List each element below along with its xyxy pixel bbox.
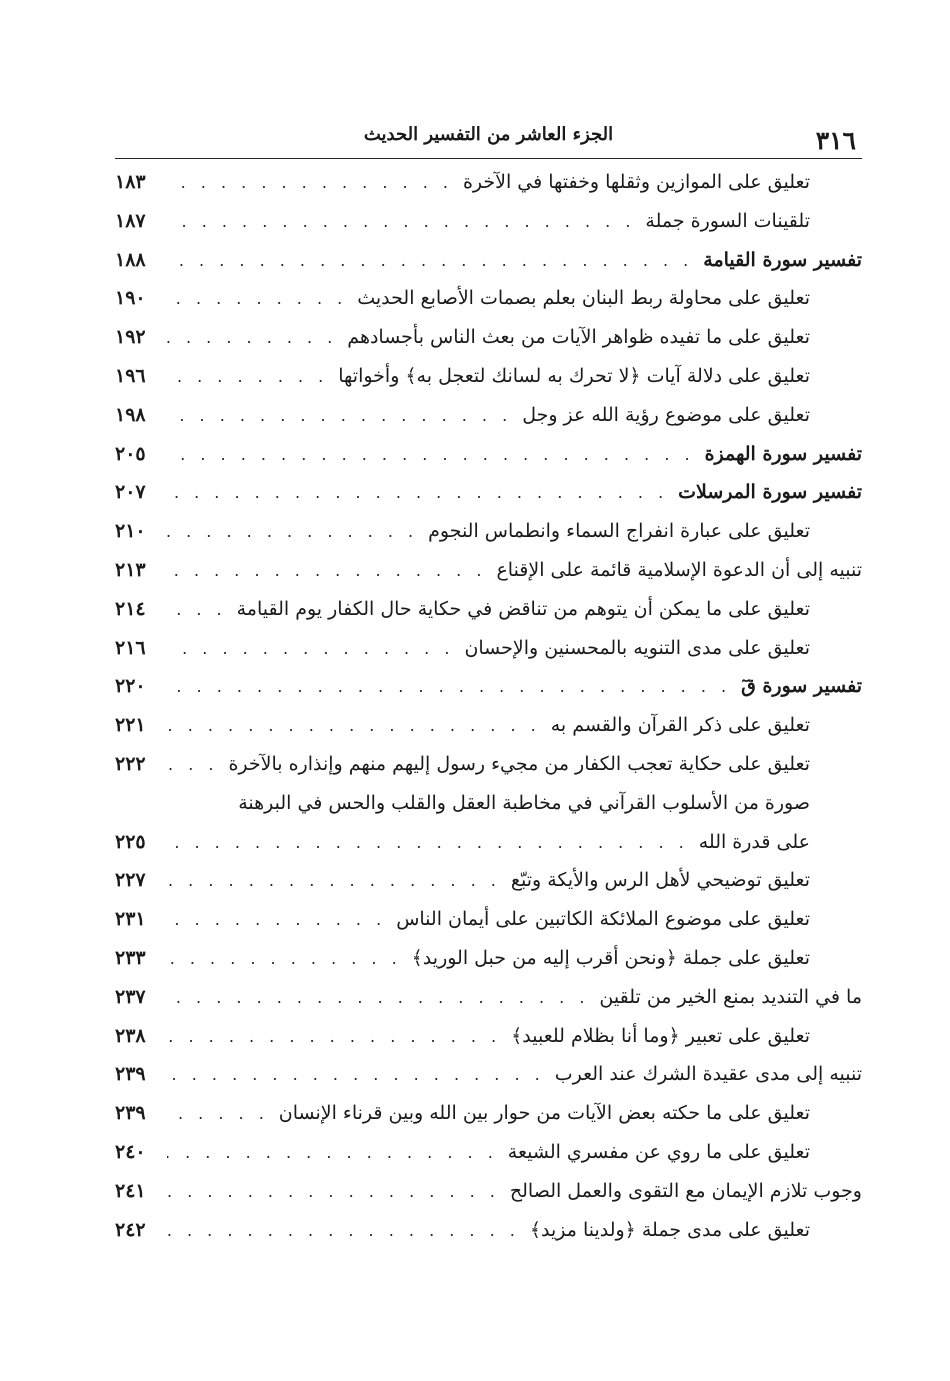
toc-entry[interactable] (115, 1219, 862, 1258)
toc-entry-page: ٢٢٢ (115, 752, 146, 775)
toc-entry-title: ما في التنديد بمنع الخير من تلقين (599, 985, 862, 1008)
toc-entry-page: ١٩٠ (115, 287, 146, 310)
toc-entry-page: ٢٢١ (115, 714, 146, 737)
toc-entry[interactable] (115, 481, 862, 520)
dot-leader (167, 289, 347, 308)
toc-entry-title: تعليق على ذكر القرآن والقسم به (550, 714, 810, 737)
dot-leader (167, 639, 454, 658)
toc-entry[interactable] (115, 520, 862, 559)
toc-entry-page: ٢١٦ (115, 636, 146, 659)
dot-leader (167, 173, 453, 192)
toc-entry-title: تعليق على ما روي عن مفسري الشيعة (507, 1140, 810, 1163)
toc-entry[interactable] (115, 365, 862, 404)
toc-entry-title: تعليق على موضوع رؤية الله عز وجل (522, 403, 810, 426)
toc-entry-title: تعليق على محاولة ربط البنان بعلم بصمات الأصابع الحديث (357, 287, 810, 310)
dot-leader (167, 1065, 545, 1084)
dot-leader (167, 871, 501, 890)
toc-entry-page: ٢٢٠ (115, 675, 146, 698)
toc-entry[interactable] (115, 171, 862, 210)
toc-entry-title: تلقينات السورة جملة (645, 209, 810, 232)
toc-entry-title: تعليق على تعبير ﴿وما أنا بظلام للعبيد﴾ (511, 1024, 810, 1047)
toc-entry[interactable] (115, 1063, 862, 1102)
dot-leader (167, 1221, 520, 1240)
toc-entry-title: على قدرة الله (698, 830, 810, 853)
toc-entry-page: ٢٤٢ (115, 1218, 146, 1241)
dot-leader (167, 212, 635, 231)
toc-entry[interactable] (115, 986, 862, 1025)
toc-entry-title: تعليق على دلالة آيات ﴿لا تحرك به لسانك لتعجل به﴾ وأخواتها (338, 364, 810, 387)
toc-entry[interactable] (115, 1102, 862, 1141)
toc-entry[interactable] (115, 714, 862, 753)
toc-entry[interactable] (115, 869, 862, 908)
toc-entry-page: ٢٣٨ (115, 1024, 146, 1047)
toc-entry-title: تعليق على الموازين وثقلها وخفتها في الآخرة (462, 171, 810, 193)
toc-entry[interactable] (115, 210, 862, 249)
toc-entry-page: ٢٢٥ (115, 830, 146, 853)
toc-entry-title: تعليق على ما تفيده ظواهر الآيات من بعث الناس بأجسادهم (347, 326, 810, 349)
page-header (115, 118, 862, 159)
toc-entry-title: تنبيه إلى أن الدعوة الإسلامية قائمة على الإقناع (496, 558, 862, 581)
toc-entry-page: ٢٤١ (115, 1179, 146, 1202)
toc-entry[interactable] (115, 559, 862, 598)
toc-entry[interactable] (115, 287, 862, 326)
toc-entry[interactable] (115, 675, 862, 714)
toc-entry-page: ٢١٠ (115, 520, 146, 543)
toc-entry-title: وجوب تلازم الإيمان مع التقوى والعمل الصالح (509, 1179, 862, 1202)
toc-entry-title: تعليق على مدى التنويه بالمحسنين والإحسان (464, 636, 810, 659)
dot-leader (167, 910, 386, 929)
toc-entry[interactable] (115, 1141, 862, 1180)
toc-entry-page: ٢٣١ (115, 908, 146, 931)
toc-entry-page: ١٩٦ (115, 364, 146, 387)
toc-entry-page: ٢٣٩ (115, 1063, 146, 1086)
dot-leader (167, 1143, 498, 1162)
toc-entry[interactable] (115, 443, 862, 482)
dot-leader (167, 949, 402, 968)
toc-entry[interactable] (115, 947, 862, 986)
toc-entry-page: ٢١٤ (115, 597, 146, 620)
toc-entry-page: ١٨٨ (115, 248, 146, 271)
toc-entry-title: تعليق على ما حكته بعض الآيات من حوار بين الله وبين قرناء الإنسان (278, 1102, 810, 1125)
table-of-contents (115, 171, 862, 1257)
dot-leader (167, 600, 227, 619)
toc-entry-page: ٢٣٧ (115, 985, 146, 1008)
toc-entry-title: تعليق على موضوع الملائكة الكاتبين على أيمان الناس (396, 908, 810, 931)
dot-leader (167, 251, 693, 270)
toc-entry[interactable] (115, 908, 862, 947)
toc-entry[interactable] (115, 831, 862, 870)
dot-leader (167, 1182, 500, 1201)
toc-entry[interactable] (115, 792, 862, 831)
dot-leader (167, 445, 695, 464)
toc-entry-page: ٢٤٠ (115, 1140, 146, 1163)
toc-entry-title: تعليق على جملة ﴿ونحن أقرب إليه من حبل الوريد﴾ (411, 946, 810, 969)
toc-entry-title: تعليق توضيحي لأهل الرس والأيكة وتبّع (510, 869, 810, 892)
toc-entry-page: ١٨٧ (115, 209, 146, 232)
toc-entry[interactable] (115, 753, 862, 792)
toc-entry[interactable] (115, 249, 862, 288)
toc-entry-title: تفسير سورة قٓ (741, 675, 862, 698)
toc-entry[interactable] (115, 326, 862, 365)
dot-leader (167, 1027, 501, 1046)
toc-entry-page: ١٩٨ (115, 403, 146, 426)
dot-leader (167, 833, 689, 852)
toc-entry[interactable] (115, 1180, 862, 1219)
dot-leader (167, 716, 541, 735)
dot-leader (167, 561, 486, 580)
toc-entry-title: تعليق على مدى جملة ﴿ولدينا مزيد﴾ (529, 1218, 810, 1241)
toc-entry-title: تفسير سورة القيامة (703, 248, 862, 271)
toc-entry-title: تفسير سورة الهمزة (704, 442, 862, 465)
toc-entry-page: ٢٣٩ (115, 1102, 146, 1125)
toc-entry-page: ١٨٣ (115, 171, 146, 193)
toc-entry-title: صورة من الأسلوب القرآني في مخاطبة العقل والقلب والحس في البرهنة (238, 791, 810, 814)
dot-leader (167, 755, 218, 774)
dot-leader (167, 367, 328, 386)
dot-leader (167, 406, 512, 425)
toc-entry[interactable] (115, 404, 862, 443)
toc-entry-page: ٢٠٥ (115, 442, 146, 465)
toc-entry-page: ١٩٢ (115, 326, 146, 349)
toc-entry-title: تفسير سورة المرسلات (678, 481, 862, 504)
toc-entry-page: ٢١٣ (115, 558, 146, 581)
dot-leader (167, 522, 418, 541)
toc-entry-title: تعليق على ما يمكن أن يتوهم من تناقض في حكاية حال الكفار يوم القيامة (236, 597, 810, 620)
dot-leader (167, 677, 731, 696)
dot-leader (167, 1104, 269, 1123)
toc-entry[interactable] (115, 598, 862, 637)
toc-entry-page: ٢٠٧ (115, 481, 146, 504)
dot-leader (167, 328, 337, 347)
dot-leader (167, 988, 589, 1007)
running-title: الجزء العاشر من التفسير الحديث (363, 124, 614, 145)
page-number: ٣١٦ (815, 126, 856, 155)
toc-entry-title: تنبيه إلى مدى عقيدة الشرك عند العرب (554, 1063, 862, 1086)
toc-entry-title: تعليق على حكاية تعجب الكفار من مجيء رسول إليهم منهم وإنذاره بالآخرة (228, 752, 810, 775)
toc-entry-page: ٢٣٣ (115, 946, 146, 969)
toc-entry[interactable] (115, 1025, 862, 1064)
dot-leader (167, 483, 668, 502)
toc-entry[interactable] (115, 637, 862, 676)
toc-entry-page: ٢٢٧ (115, 869, 146, 892)
toc-entry-title: تعليق على عبارة انفراج السماء وانطماس النجوم (428, 520, 810, 543)
